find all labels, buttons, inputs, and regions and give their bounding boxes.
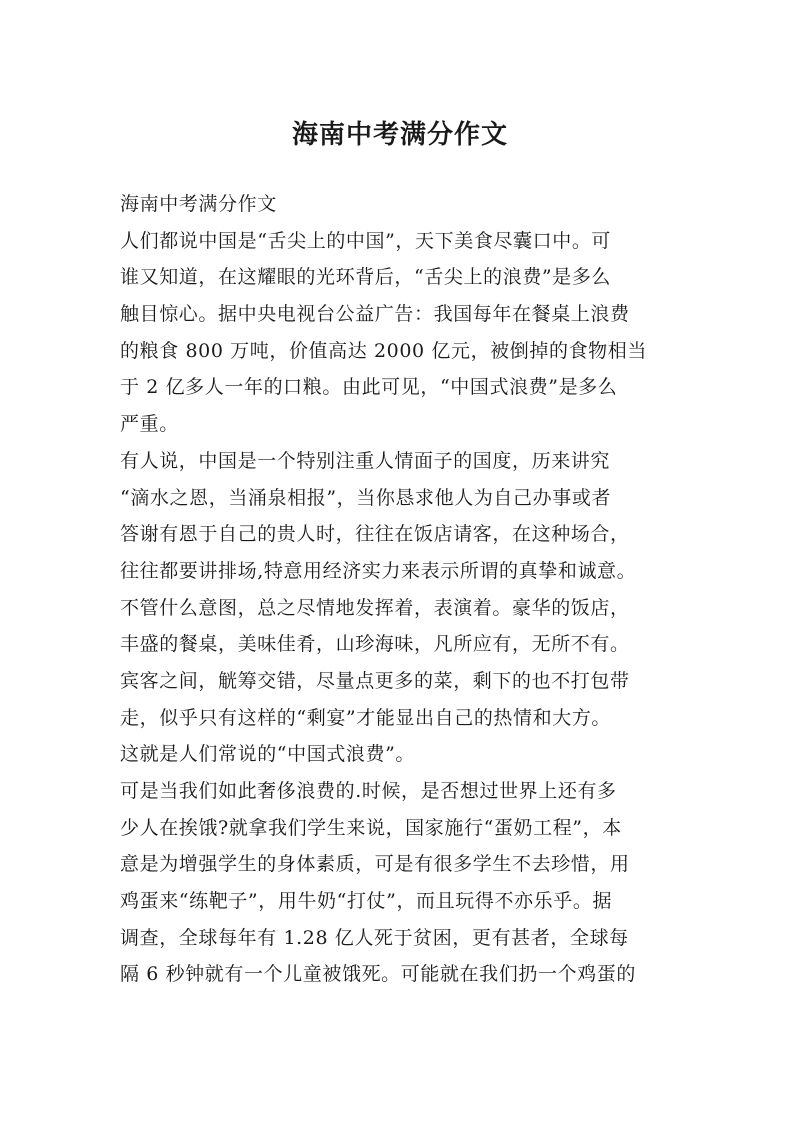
body-line: 答谢有恩于自己的贵人时，往往在饭店请客，在这种场合， <box>120 523 630 546</box>
body-line: 谁又知道，在这耀眼的光环背后，“舌尖上的浪费”是多么 <box>120 266 612 289</box>
body-line: 的粮食 800 万吨，价值高达 2000 亿元，被倒掉的食物相当 <box>120 339 647 362</box>
body-line: 不管什么意图，总之尽情地发挥着，表演着。豪华的饭店， <box>120 596 630 619</box>
body-line: 于 2 亿多人一年的口粮。由此可见，“中国式浪费”是多么 <box>120 376 618 399</box>
body-line: 严重。 <box>120 413 179 436</box>
body-line: 可是当我们如此奢侈浪费的.时候，是否想过世界上还有多 <box>120 780 617 802</box>
body-line: 往往都要讲排场,特意用经济实力来表示所谓的真挚和诚意。 <box>120 559 637 582</box>
body-line: “滴水之恩，当涌泉相报”，当你恳求他人为自己办事或者 <box>120 486 612 509</box>
body-line: 鸡蛋来“练靶子”，用牛奶“打仗”，而且玩得不亦乐乎。据 <box>120 890 613 913</box>
body-line: 海南中考满分作文 <box>120 193 277 215</box>
essay-body <box>120 186 692 993</box>
body-line: 有人说，中国是一个特别注重人情面子的国度，历来讲究 <box>120 449 611 472</box>
body-line: 走，似乎只有这样的“剩宴”才能显出自己的热情和大方。 <box>120 706 612 729</box>
body-line: 宾客之间，觥筹交错，尽量点更多的菜，剩下的也不打包带 <box>120 669 630 692</box>
body-line: 丰盛的餐桌，美味佳肴，山珍海味，凡所应有，无所不有。 <box>120 633 630 656</box>
body-line: 少人在挨饿?就拿我们学生来说，国家施行“蛋奶工程”，本 <box>120 816 622 839</box>
body-line: 意是为增强学生的身体素质，可是有很多学生不去珍惜，用 <box>120 853 630 876</box>
body-line: 隔 6 秒钟就有一个儿童被饿死。可能就在我们扔一个鸡蛋的 <box>120 963 636 986</box>
body-line: 调查，全球每年有 1.28 亿人死于贫困，更有甚者，全球每 <box>120 926 629 949</box>
body-line: 人们都说中国是“舌尖上的中国”，天下美食尽囊口中。可 <box>120 229 612 252</box>
page-title: 海南中考满分作文 <box>291 120 508 151</box>
body-line: 这就是人们常说的“中国式浪费”。 <box>120 743 416 766</box>
body-line: 触目惊心。据中央电视台公益广告：我国每年在餐桌上浪费 <box>120 303 630 326</box>
